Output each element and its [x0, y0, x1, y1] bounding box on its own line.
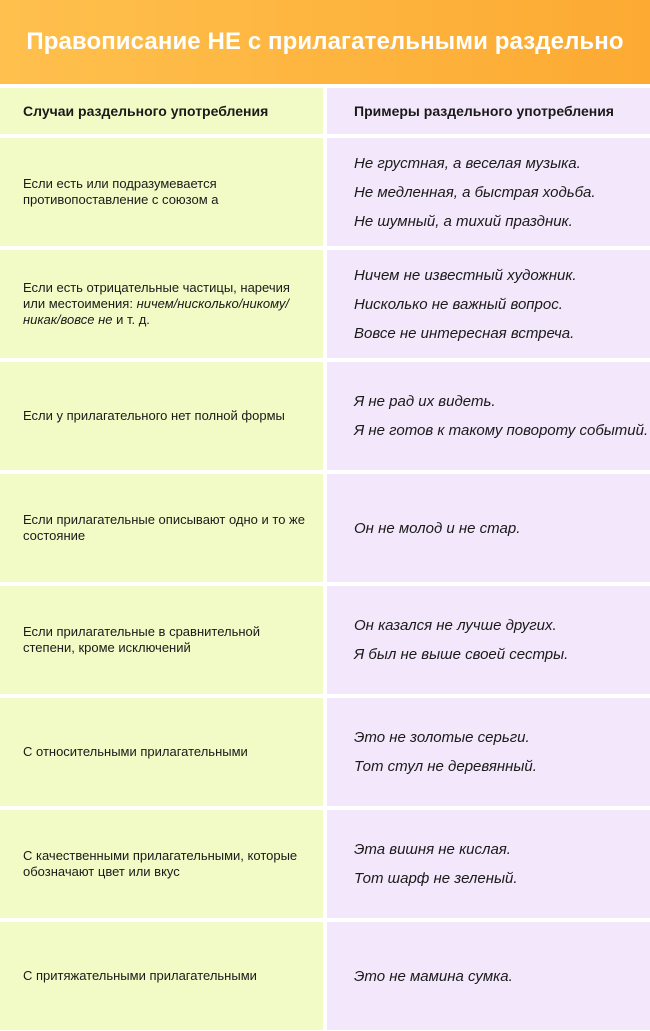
- example-sentence: Он казался не лучше других.: [354, 617, 557, 634]
- examples-list: [354, 149, 596, 236]
- example-sentence: Я не готов к такому повороту событий.: [354, 422, 649, 439]
- examples-cell: [327, 474, 650, 582]
- example-sentence: Это не мамина сумка.: [354, 967, 513, 985]
- case-text: Если прилагательные описывают одно и то же состояние: [23, 512, 305, 543]
- example-sentence: Не шумный, а тихий праздник.: [354, 212, 573, 230]
- examples-cell: [327, 810, 650, 918]
- example-sentence: Я был не выше своей сестры.: [354, 646, 569, 663]
- case-text: Если есть или подразумевается противопоставление с союзом а: [23, 176, 219, 207]
- case-text: С притяжательными прилагательными: [23, 968, 257, 983]
- example-sentence: Не медленная, а быстрая ходьба.: [354, 183, 596, 201]
- case-cell: [0, 698, 323, 806]
- example-sentence: Нисколько не важный вопрос.: [354, 295, 563, 313]
- examples-list: [354, 261, 577, 348]
- example-sentence: Тот стул не деревянный.: [354, 758, 537, 775]
- examples-cell: [327, 250, 650, 358]
- case-cell: [0, 362, 323, 470]
- example-sentence: Ничем не известный художник.: [354, 266, 577, 284]
- case-cell: [0, 810, 323, 918]
- case-text: С качественными прилагательными, которые обозначают цвет или вкус: [23, 848, 298, 879]
- case-text: Если у прилагательного нет полной формы: [23, 408, 285, 423]
- examples-cell: [327, 138, 650, 246]
- example-sentence: Эта вишня не кислая.: [354, 841, 511, 858]
- example-sentence: Он не молод и не стар.: [354, 519, 521, 537]
- header-examples-cell: [327, 88, 650, 134]
- case-cell: [0, 250, 323, 358]
- examples-cell: [327, 586, 650, 694]
- examples-list: [354, 962, 513, 991]
- page-title: Правописание НЕ с прилагательными раздельно: [26, 28, 624, 55]
- header-cases: Случаи раздельного употребления: [23, 103, 269, 119]
- title-bar: [0, 0, 650, 84]
- example-sentence: Я не рад их видеть.: [354, 393, 496, 410]
- examples-list: [354, 723, 537, 781]
- case-text: [23, 280, 309, 328]
- case-cell: [0, 586, 323, 694]
- rules-table: [0, 88, 650, 1030]
- case-cell: [0, 922, 323, 1030]
- example-sentence: Тот шарф не зеленый.: [354, 870, 518, 887]
- case-text-prefix: Если есть отрицательные частицы, наречия или местоимения:: [23, 280, 290, 311]
- examples-cell: [327, 698, 650, 806]
- case-text-italic: ничем/нисколько/никому/никак/вовсе не: [23, 296, 290, 327]
- examples-cell: [327, 362, 650, 470]
- case-text-suffix: и т. д.: [112, 312, 150, 327]
- case-cell: [0, 138, 323, 246]
- example-sentence: Не грустная, а веселая музыка.: [354, 154, 581, 172]
- examples-list: [354, 835, 518, 893]
- case-cell: [0, 474, 323, 582]
- header-cases-cell: [0, 88, 323, 134]
- case-text: Если прилагательные в сравнительной степени, кроме исключений: [23, 624, 261, 655]
- examples-list: [354, 611, 568, 669]
- examples-cell: [327, 922, 650, 1030]
- examples-list: [354, 514, 520, 543]
- examples-list: [354, 387, 648, 445]
- example-sentence: Это не золотые серьги.: [354, 729, 530, 746]
- case-text: С относительными прилагательными: [23, 744, 248, 759]
- header-examples: Примеры раздельного употребления: [354, 103, 614, 119]
- example-sentence: Вовсе не интересная встреча.: [354, 324, 575, 342]
